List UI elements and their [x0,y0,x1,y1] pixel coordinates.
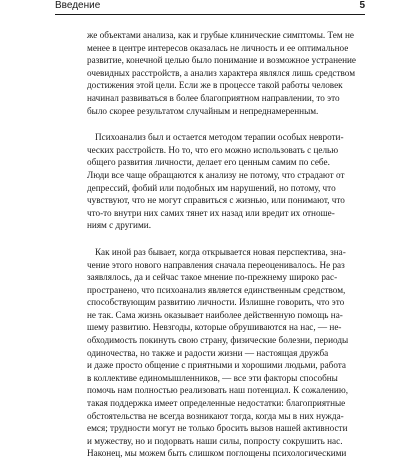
text-line: заявлялось, да и сейчас такое мнение по-прежнему широко рас- [87,272,338,283]
text-line: обстоятельства не всегда возникают тогда, когда мы в них нужда- [87,410,344,421]
text-line: обходимость покинуть свою страну, физические болезни, периоды [87,335,349,346]
text-line: помочь нам полностью реализовать наш потенциал. К сожалению, [87,385,349,396]
text-line: было скорее результатом случайным и непреднамеренным. [87,105,319,116]
text-line: и даже просто общение с приятными и хорошими людьми, работа [87,360,347,371]
text-line: Наконец, мы можем быть слишком поглощены психологическими [87,448,347,459]
text-line: развитие, конечной целью было понимание и возможное устранение [87,55,356,66]
text-line: не так. Сама жизнь оказывает наиболее действенную помощь на- [87,309,343,320]
text-line: и мужеству, но и подорвать наши силы, попросту сокрушить нас. [87,435,343,446]
text-line: такая поддержка имеет определенные недостатки: благоприятные [87,398,346,409]
text-line: достижения этой цели. Если же в процессе такой работы человек [87,80,343,91]
running-head: Введение [55,0,101,11]
page-number: 5 [359,0,365,11]
text-line: же объектами анализа, как и грубые клинические симптомы. Тем не [87,30,354,40]
paragraph-2 [87,131,349,232]
paragraph-1 [87,29,356,117]
text-line: Люди все чаще обращаются к анализу не потому, что страдают от [87,169,345,180]
text-line: шему развитию. Невзгоды, которые обрушиваются на нас, — не- [87,322,342,333]
text-line: емся; трудности могут не только бросить вызов нашей активности [87,423,348,434]
text-line: способствующим развитию личности. Излишне говорить, что это [87,297,345,308]
text-line: одиночества, но также и радости жизни — настоящая дружба [87,347,329,358]
text-line: чение этого нового направления сначала переоценивалось. Не раз [87,259,345,270]
text-line: очевидных расстройств, а анализ характера являлся лишь средством [87,67,356,78]
text-line: депрессий, фобий или подобных им нарушений, но потому, что [87,182,336,193]
text-line: в коллективе единомышленников, — все эти факторы способны [87,372,338,383]
text-line: общего развития личности, делает его ценным самим по себе. [87,157,330,168]
body-text [87,29,356,460]
header-rule [55,14,365,15]
paragraph-3 [87,246,349,460]
text-line: менее в центре интересов оказалась не личность и ее оптимальное [87,42,349,53]
text-line: пространено, что психоанализ является единственным средством, [87,284,346,295]
text-line: Психоанализ был и остается методом терапии особых невроти- [95,132,344,143]
text-line: начинал развиваться в более благоприятном направлении, то это [87,92,340,103]
text-line: ческих расстройств. Но то, что его можно использовать с целью [87,144,339,155]
text-line: ниям с другими. [87,220,151,231]
text-line: Как иной раз бывает, когда открывается новая перспектива, зна- [95,246,346,257]
text-line: что-то внутри них самих тянет их назад или вредит их отноше- [87,207,335,218]
text-line: чувствуют, что не могут справиться с жизнью, или понимают, что [87,195,345,206]
